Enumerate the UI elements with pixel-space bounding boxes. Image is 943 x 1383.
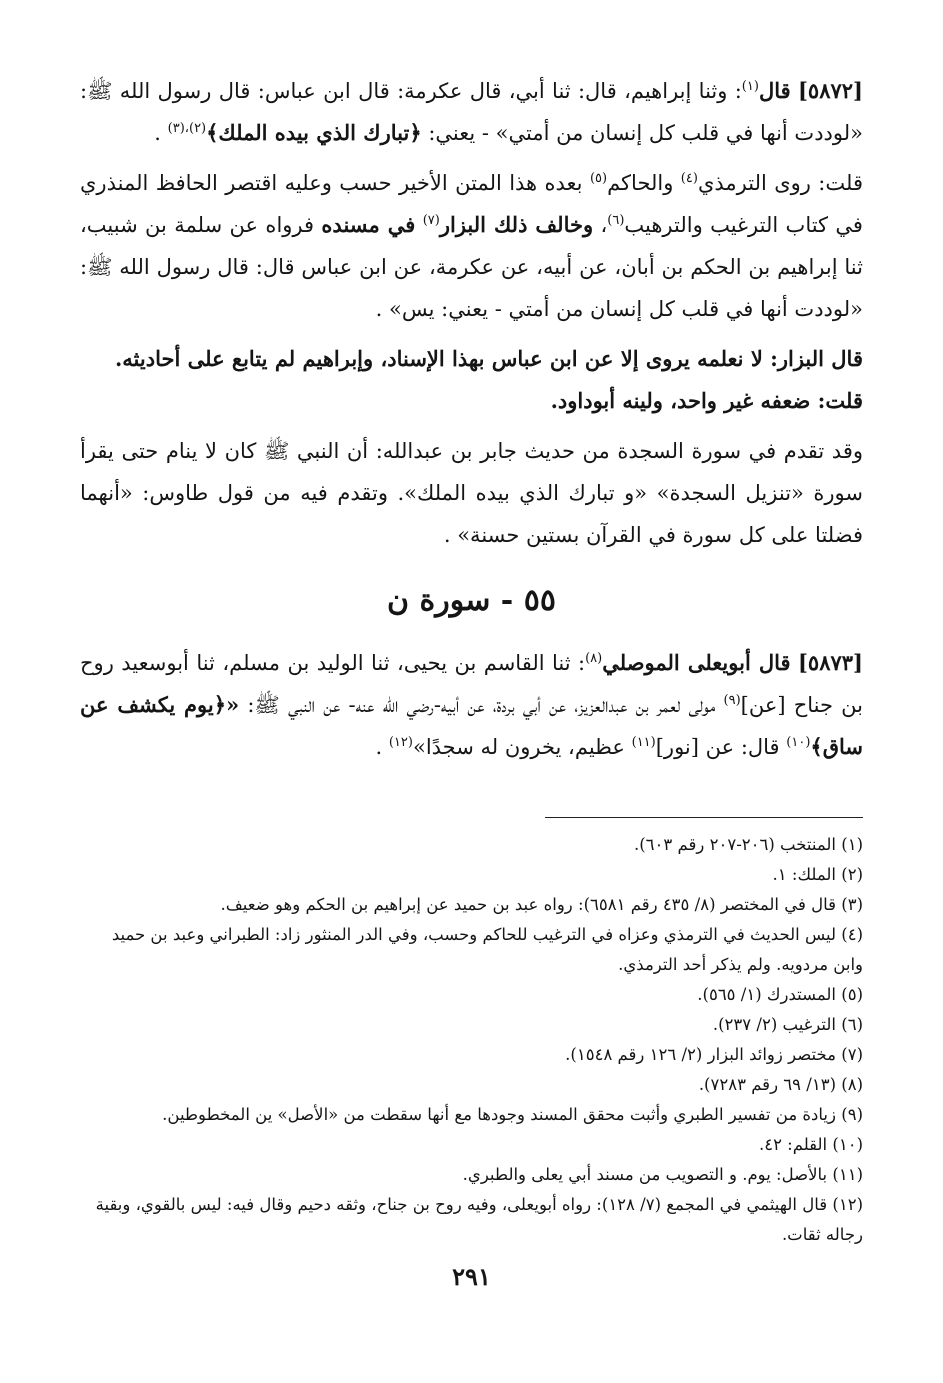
quran-quote: ﴿تبارك الذي بيده الملك﴾ [206,120,422,145]
hadith-5873 [80,642,863,768]
footnote-3: (٣) قال في المختصر (٨/ ٤٣٥ رقم ٦٥٨١): رواه عبد بن حميد عن إبراهيم بن الحكم وهو ضعيف. [220,895,863,914]
sentence-end: . [154,121,161,145]
surah-heading: ٥٥ - سورة ن [387,583,556,618]
commentary-text: بعده هذا المتن الأخير حسب وعليه اقتصر الحافظ المنذري في كتاب الترغيب والترهيب [80,171,863,237]
bazzar-comment [80,338,863,422]
commentary-text: والحاكم [607,171,674,195]
hadith-text: : ثنا القاسم بن يحيى، ثنا الوليد بن مسلم، ثنا أبوسعيد روح بن جناح [عن] [80,651,863,717]
hadith-number: [٥٨٧٣] [797,650,863,675]
footnote-1: (١) المنتخب (٢٠٦-٢٠٧ رقم ٦٠٣). [633,835,863,854]
footnote-5: (٥) المستدرك (١/ ٥٦٥). [697,985,863,1004]
cross-reference-text: وقد تقدم في سورة السجدة من حديث جابر بن عبدالله: أن النبي ﷺ كان لا ينام حتى يقرأ سورة «تنزيل السجدة» «و تبارك الذي بيده الملك». وتقدم فيه من قول طاوس: «أنهما فضلتا على كل سورة في القرآن بستين حسنة» . [80,439,863,547]
quran-quote: «﴿يوم يكشف عن ساق﴾ [80,692,863,759]
footnote-ref[interactable]: (٢)،(٣) [167,121,207,136]
footnote-ref[interactable]: (١) [741,79,759,94]
hadith-text: عظيم، يخرون له سجدًا» [412,735,625,759]
hadith-lead: قال [758,78,791,103]
footnote-ref[interactable]: (٩) [723,693,741,708]
hadith-5872 [80,70,863,154]
bazzar-line: قال البزار: لا نعلمه يروى إلا عن ابن عباس بهذا الإسناد، وإبراهيم لم يتابع على أحاديثه. [114,346,863,371]
commentary-text: فرواه عن سلمة بن شبيب، ثنا إبراهيم بن الحكم بن أبان، عن أبيه، عن عكرمة، عن ابن عباس قال: قال رسول الله ﷺ: «لوددت أنها في قلب كل إنسان من أمتي - يعني: يس» . [80,213,863,321]
footnotes [80,830,863,1250]
footnote-11: (١١) بالأصل: يوم. و التصويب من مسند أبي يعلى والطبري. [462,1165,863,1184]
footnote-2: (٢) الملك: ١. [772,865,863,884]
hadith-text: قال: عن [نور] [655,735,780,759]
author-note-line: قلت: ضعفه غير واحد، ولينه أبوداود. [550,388,863,413]
hadith-number: [٥٨٧٢] [797,78,863,103]
commentary-paragraph [80,162,863,330]
footnote-7: (٧) مختصر زوائد البزار (٢/ ١٢٦ رقم ١٥٤٨). [565,1045,863,1064]
commentary-text: ، [600,213,608,237]
commentary-bold: في مسنده [321,212,416,237]
footnote-6: (٦) الترغيب (٢/ ٢٣٧). [712,1015,863,1034]
footnote-ref[interactable]: (٥) [589,171,608,186]
sentence-end: . [375,735,383,759]
footnote-ref[interactable]: (٧) [422,213,440,228]
commentary-bold: وخالف ذلك البزار [439,212,594,237]
footnote-9: (٩) زيادة من تفسير الطبري وأثبت محقق المسند وجودها مع أنها سقطت من «الأصل» ين المخطوطين. [162,1105,863,1124]
footnote-ref[interactable]: (٤) [680,171,698,186]
footnote-divider [545,817,863,818]
cross-reference-paragraph [80,430,863,556]
main-text [80,70,863,776]
footnote-ref[interactable]: (١٠) [786,735,811,750]
hadith-text: : وثنا إبراهيم، قال: ثنا أبي، قال عكرمة: قال ابن عباس: قال رسول الله ﷺ: «لوددت أنها في قلب كل إنسان من أمتي» - يعني: [80,79,863,145]
commentary-text: قلت: روى الترمذي [697,171,863,195]
footnote-ref[interactable]: (٦) [607,213,625,228]
footnote-4: (٤) ليس الحديث في الترمذي وعزاه في الترغيب للحاكم وحسب، وفي الدر المنثور زاد: الطبراني وعبد بن حميد وابن مردويه. ولم يذكر أحد الترمذي. [111,925,863,974]
footnote-8: (٨) (١٣/ ٦٩ رقم ٧٢٨٣). [698,1075,863,1094]
footnote-ref[interactable]: (٨) [585,651,603,666]
footnote-12: (١٢) قال الهيثمي في المجمع (٧/ ١٢٨): رواه أبويعلى، وفيه روح بن جناح، وثقه دحيم وقال فيه: ليس بالقوي، وبقية رجاله ثقات. [95,1195,863,1244]
footnote-ref[interactable]: (١١) [631,735,656,750]
hadith-text: مولى لعمر بن عبدالعزيز، عن أبي بردة، عن أبيه-رضي الله عنه- عن النبي ﷺ: [247,693,716,717]
page-number: ٢٩١ [452,1262,491,1291]
footnote-10: (١٠) القلم: ٤٢. [758,1135,863,1154]
footnote-ref[interactable]: (١٢) [388,735,413,750]
hadith-lead: قال أبويعلى الموصلي [602,650,791,675]
